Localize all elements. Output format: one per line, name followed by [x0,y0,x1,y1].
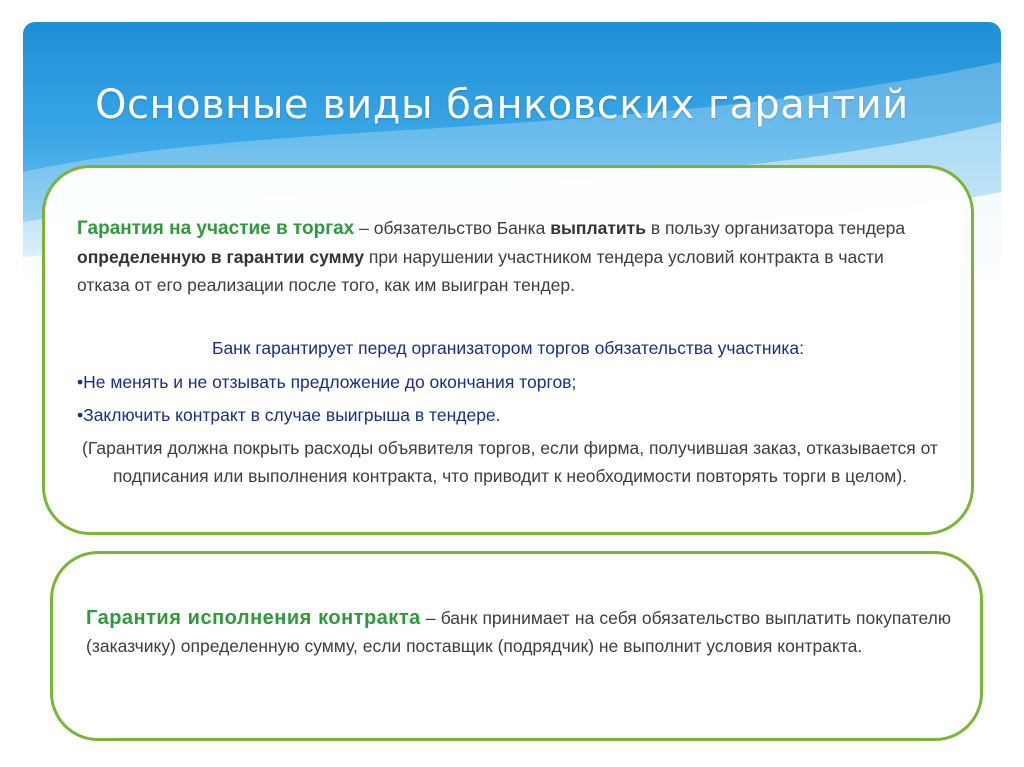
bid-guarantee-term: Гарантия на участие в торгах [77,218,355,239]
page-title: Основные виды банковских гарантий [95,82,909,128]
bid-guarantee-card [42,165,974,535]
performance-guarantee-card [50,551,983,741]
performance-guarantee-definition [86,604,951,660]
guarantee-note: (Гарантия должна покрыть расходы объявителя торгов, если фирма, получившая заказ, отказывается от подписания или выполнения контракта, что приводит к необходимости повторять торги в целом). [82,438,938,486]
dash: – [354,218,374,238]
performance-text: банк принимает на себя обязательство выплатить покупателю (заказчику) определенную сумму, если поставщик (подрядчик) не выполнит условия контракта. [86,608,951,656]
bullet-item: •Заключить контракт в случае выигрыша в тендере. [77,405,501,425]
bid-guarantee-definition [77,214,937,299]
bank-obligations-line: Банк гарантирует перед организатором торгов обязательства участника: [211,338,805,358]
bullet-item: •Не менять и не отзывать предложение до окончания торгов; [77,372,577,392]
definition-text-a: обязательство Банка [373,218,551,238]
definition-text-c: при нарушении участником тендера условий контракта в части отказа от его реализации после того, как им выигран тендер. [77,247,884,295]
definition-bold-b: определенную в гарантии сумму [77,247,365,267]
definition-bold-a: выплатить [550,218,646,238]
definition-text-b: в пользу организатора тендера [646,218,906,238]
dash: – [420,608,441,628]
performance-guarantee-term: Гарантия исполнения контракта [86,607,421,629]
